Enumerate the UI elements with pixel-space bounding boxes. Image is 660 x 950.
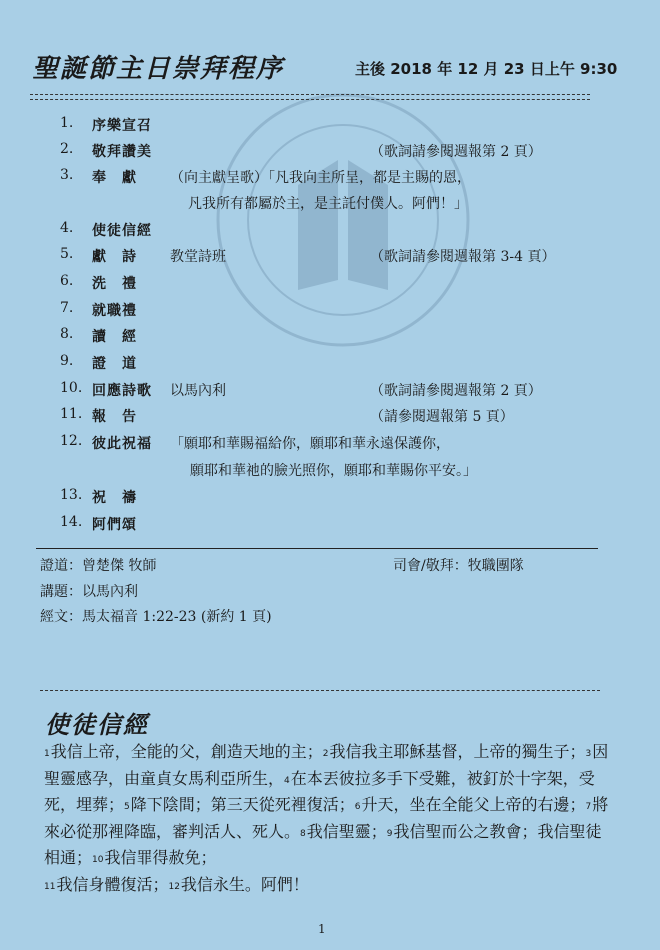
program-item <box>60 141 170 163</box>
program-item <box>60 220 170 242</box>
creed-clause: 我信上帝，全能的父，創造天地的主； <box>50 742 323 761</box>
clause-number: 2 <box>322 749 329 759</box>
service-date: 主後 2018 年 12 月 23 日上午 9:30 <box>355 60 618 78</box>
item-number: 13. <box>60 487 83 503</box>
church-seal-watermark <box>188 90 498 360</box>
clause-number: 1 <box>44 749 50 759</box>
item-number: 8. <box>60 326 74 342</box>
leader-line: 司會/敬拜：牧職團隊 <box>393 558 524 574</box>
item-name: 阿們頌 <box>92 517 137 533</box>
item-number: 1. <box>60 115 74 131</box>
clause-number: 12 <box>168 881 180 892</box>
program-item <box>60 326 170 348</box>
item-name: 使徒信經 <box>92 223 152 239</box>
creed-clause: 升天，坐在全能父上帝的右邊； <box>361 795 586 814</box>
item-number: 12. <box>60 433 83 449</box>
item-name: 讀 經 <box>92 329 137 345</box>
item-name: 彼此祝福 <box>92 436 152 452</box>
creed-text <box>44 740 612 899</box>
item-number: 6. <box>60 273 74 289</box>
creed-clause: 降下陰間；第三天從死裡復活； <box>130 795 355 814</box>
item-name: 報 告 <box>92 409 137 425</box>
scripture-reading: 經文：馬太福音 1:22-23 (新約 1 頁) <box>40 609 272 625</box>
clause-number: 4 <box>284 775 290 786</box>
section-divider <box>36 548 598 549</box>
creed-clause: 我信聖靈； <box>306 821 387 841</box>
item-number: 4. <box>60 220 74 236</box>
item-name: 獻 詩 <box>92 249 137 265</box>
item-number: 7. <box>60 300 74 316</box>
clause-number: 6 <box>354 802 361 812</box>
program-item <box>60 353 170 375</box>
lyrics-reference: （歌詞請參閱週報第 2 頁） <box>370 383 542 399</box>
item-number: 3. <box>60 167 74 183</box>
clause-number: 5 <box>124 802 130 812</box>
clause-number: 11 <box>44 881 56 892</box>
creed-clause: 我信永生。阿們！ <box>180 874 309 894</box>
sermon-topic: 講題：以馬內利 <box>40 584 138 600</box>
clause-number: 10 <box>92 855 104 865</box>
bulletin-reference: （請參閱週報第 5 頁） <box>370 409 514 425</box>
item-name: 敬拜讚美 <box>92 144 152 160</box>
item-number: 5. <box>60 246 74 262</box>
program-item <box>60 167 471 189</box>
item-number: 2. <box>60 141 74 157</box>
item-number: 9. <box>60 353 74 369</box>
creed-clause: 在本丟彼拉多手下受難，被釘於十字架，受死，埋葬； <box>44 768 595 814</box>
clause-number: 7 <box>585 802 592 812</box>
creed-clause: 因聖靈感孕，由童貞女馬利亞所生， <box>44 742 609 788</box>
item-name: 祝 禱 <box>92 490 137 506</box>
item-detail: 教堂詩班 <box>170 249 226 265</box>
item-name: 證 道 <box>92 356 137 372</box>
item-number: 14. <box>60 514 83 530</box>
program-item <box>60 514 170 536</box>
item-detail-continuation: 願耶和華祂的臉光照你，願耶和華賜你平安。」 <box>190 463 477 479</box>
item-name: 洗 禮 <box>92 276 137 292</box>
item-detail: （向主獻呈歌）「凡我向主所呈，都是主賜的恩， <box>170 170 471 186</box>
program-item <box>60 300 170 322</box>
preacher-line: 證道：曾楚傑 牧師 <box>40 558 157 574</box>
clause-number: 3 <box>585 749 592 759</box>
creed-clause: 我信身體復活； <box>56 874 169 894</box>
creed-clause: 我信聖而公之教會；我信聖徒相通； <box>44 821 602 867</box>
program-item <box>60 246 226 268</box>
program-item <box>60 433 450 455</box>
item-detail: 「願耶和華賜福給你，願耶和華永遠保護你， <box>170 436 450 452</box>
lyrics-reference: （歌詞請參閱週報第 2 頁） <box>370 144 542 160</box>
item-detail-continuation: 凡我所有都屬於主，是主託付僕人。阿們！」 <box>188 196 468 212</box>
item-name: 序樂宣召 <box>92 118 152 134</box>
program-item <box>60 380 226 402</box>
creed-divider <box>40 690 600 691</box>
header-divider <box>30 94 590 100</box>
item-name: 就職禮 <box>92 303 137 319</box>
item-number: 11. <box>60 406 83 422</box>
program-item <box>60 115 170 137</box>
page-title: 聖誕節主日崇拜程序 <box>32 54 285 84</box>
item-name: 奉 獻 <box>92 170 137 186</box>
item-detail: 以馬內利 <box>170 383 226 399</box>
page-number: 1 <box>318 922 326 936</box>
clause-number: 8 <box>300 828 306 839</box>
program-item <box>60 406 170 428</box>
program-item <box>60 487 170 509</box>
program-item <box>60 273 170 295</box>
clause-number: 9 <box>386 828 393 839</box>
creed-clause: 我信我主耶穌基督，上帝的獨生子； <box>329 742 586 761</box>
creed-clause: 將來必從那裡降臨，審判活人、死人。 <box>44 795 609 841</box>
lyrics-reference: （歌詞請參閱週報第 3-4 頁） <box>370 249 556 265</box>
creed-clause: 我信罪得赦免； <box>104 848 217 867</box>
creed-title: 使徒信經 <box>45 711 149 739</box>
item-number: 10. <box>60 380 83 396</box>
item-name: 回應詩歌 <box>92 383 152 399</box>
